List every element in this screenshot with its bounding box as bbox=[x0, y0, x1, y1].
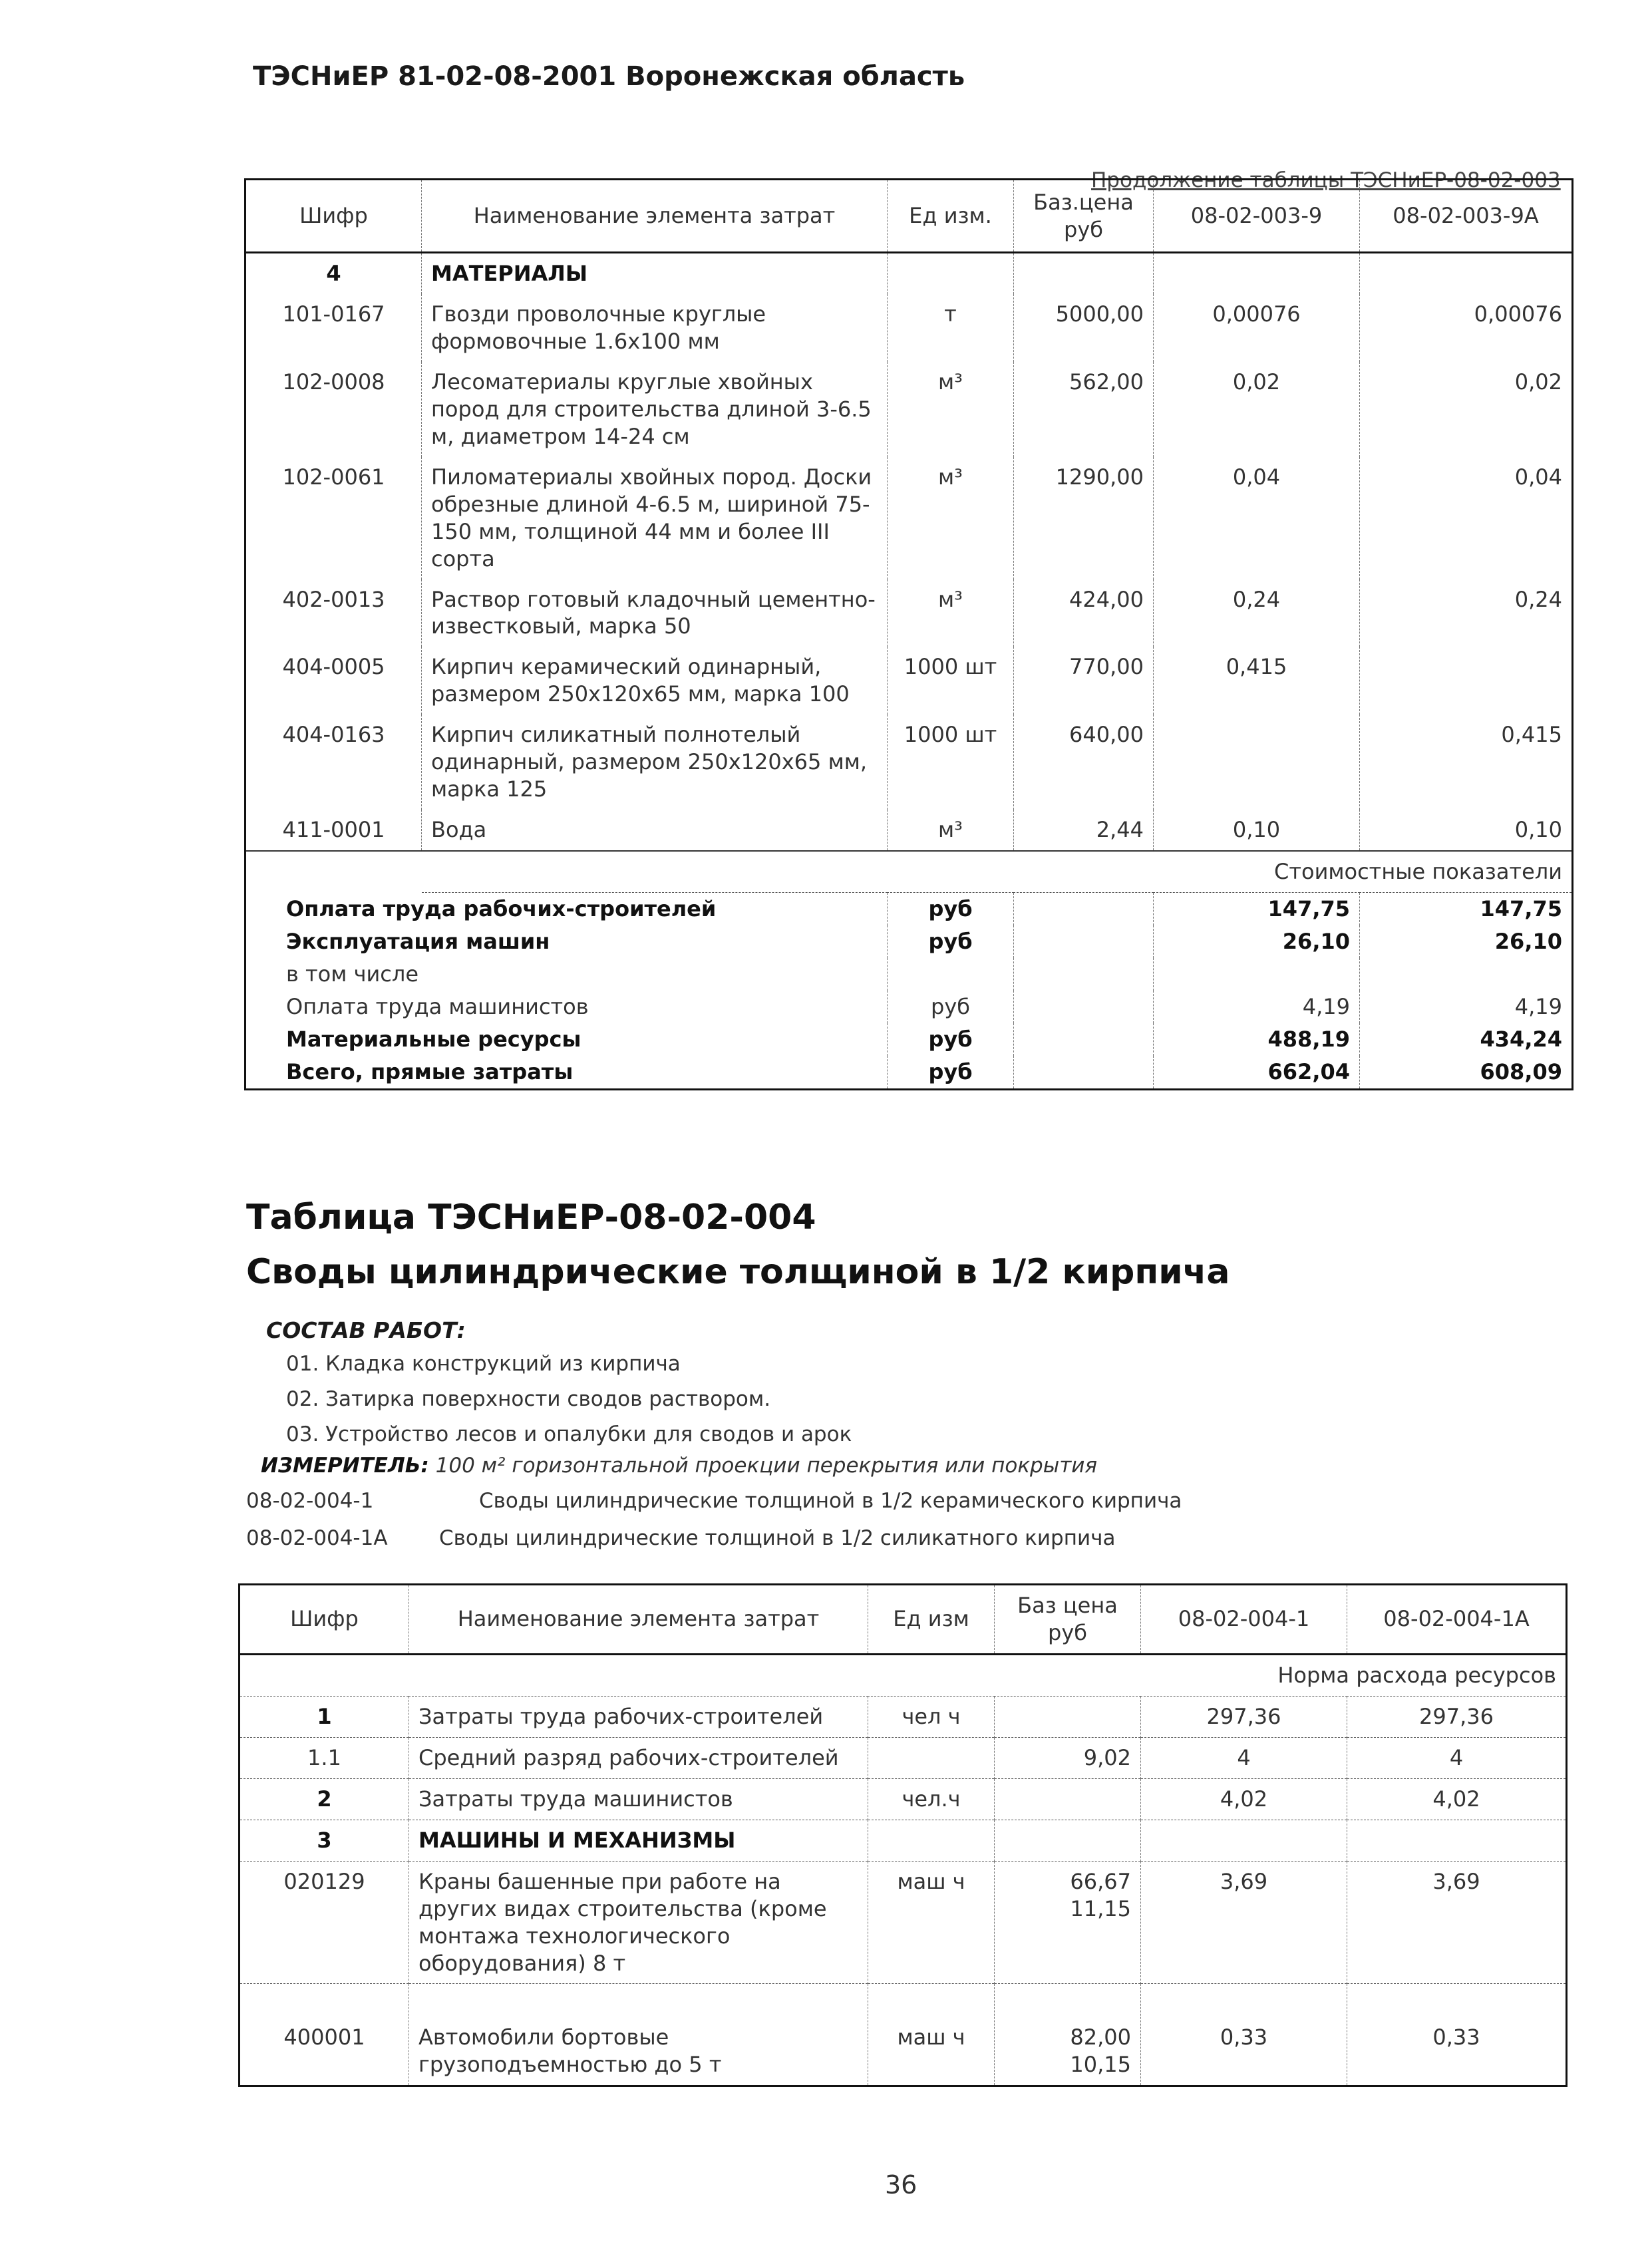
measure-label: ИЗМЕРИТЕЛЬ: bbox=[261, 1454, 429, 1478]
materials-table bbox=[244, 178, 1573, 1090]
row-code: 411-0001 bbox=[246, 810, 422, 851]
row-code: 400001 bbox=[240, 1984, 409, 2086]
col-header-unit: Ед изм bbox=[868, 1585, 995, 1655]
row-value-2: 0,04 bbox=[1360, 457, 1573, 579]
section-row bbox=[246, 253, 1573, 294]
row-unit: м³ bbox=[888, 810, 1014, 851]
row-value-1: 0,00076 bbox=[1154, 294, 1360, 362]
row-code: 101-0167 bbox=[246, 294, 422, 362]
row-value-2 bbox=[1347, 1820, 1567, 1861]
summary-name: Оплата труда машинистов bbox=[246, 991, 888, 1023]
col-header-price: Баз.цена руб bbox=[1014, 180, 1154, 253]
price-main: 82,00 bbox=[1070, 2025, 1131, 2050]
summary-value-1: 26,10 bbox=[1154, 925, 1360, 958]
row-unit: чел.ч bbox=[868, 1778, 995, 1820]
col-header-code: Шифр bbox=[240, 1585, 409, 1655]
row-price bbox=[995, 1984, 1141, 2086]
row-name: Кирпич керамический одинарный, размером 250х120х65 мм, марка 100 bbox=[422, 647, 888, 715]
col-header-price: Баз цена руб bbox=[995, 1585, 1141, 1655]
row-price: 770,00 bbox=[1014, 647, 1154, 715]
summary-name: Эксплуатация машин bbox=[246, 925, 888, 958]
cost-label: Стоимостные показатели bbox=[422, 851, 1573, 892]
summary-name: Всего, прямые затраты bbox=[246, 1056, 888, 1089]
price-secondary: 11,15 bbox=[1070, 1895, 1131, 1921]
row-code: 102-0008 bbox=[246, 362, 422, 457]
row-code: 2 bbox=[240, 1778, 409, 1820]
summary-name: в том числе bbox=[246, 958, 888, 991]
summary-row bbox=[246, 1056, 1573, 1089]
price-secondary: 10,15 bbox=[1070, 2052, 1131, 2078]
row-value-1 bbox=[1141, 1820, 1347, 1861]
summary-row bbox=[246, 893, 1573, 925]
table-row bbox=[240, 1861, 1567, 1984]
row-unit: чел ч bbox=[868, 1696, 995, 1737]
measure-text: 100 м² горизонтальной проекции перекрытия или покрытия bbox=[435, 1454, 1098, 1478]
summary-value-2: 4,19 bbox=[1360, 991, 1573, 1023]
row-unit: маш ч bbox=[868, 1984, 995, 2086]
summary-name: Материальные ресурсы bbox=[246, 1023, 888, 1056]
summary-empty bbox=[1014, 925, 1154, 958]
row-name: Вода bbox=[422, 810, 888, 851]
row-value-1: 0,33 bbox=[1141, 1984, 1347, 2086]
row-price bbox=[995, 1778, 1141, 1820]
resources-table bbox=[238, 1583, 1568, 2087]
row-value-2 bbox=[1360, 647, 1573, 715]
row-value-2: 0,415 bbox=[1360, 715, 1573, 810]
summary-empty bbox=[1014, 1056, 1154, 1089]
row-name: Краны башенные при работе на других видах строительства (кроме монтажа технологического оборудования) 8 т bbox=[409, 1861, 868, 1984]
row-price bbox=[995, 1820, 1141, 1861]
row-value-1: 0,10 bbox=[1154, 810, 1360, 851]
row-unit: м³ bbox=[888, 362, 1014, 457]
summary-empty bbox=[1014, 893, 1154, 925]
cost-label-row bbox=[246, 851, 1573, 892]
work-item: 03. Устройство лесов и опалубки для сводов и арок bbox=[286, 1422, 852, 1446]
row-price: 5000,00 bbox=[1014, 294, 1154, 362]
table-title: Таблица ТЭСНиЕР-08-02-004 bbox=[246, 1198, 816, 1237]
row-name: Раствор готовый кладочный цементно-известковый, марка 50 bbox=[422, 579, 888, 647]
code-desc: Своды цилиндрические толщиной в 1/2 силикатного кирпича bbox=[439, 1526, 1116, 1550]
summary-unit: руб bbox=[888, 893, 1014, 925]
row-price: 424,00 bbox=[1014, 579, 1154, 647]
summary-value-1: 147,75 bbox=[1154, 893, 1360, 925]
table-row bbox=[240, 1778, 1567, 1820]
row-value-1: 0,02 bbox=[1154, 362, 1360, 457]
norm-label: Норма расхода ресурсов bbox=[409, 1654, 1567, 1696]
row-code: 1 bbox=[240, 1696, 409, 1737]
row-price bbox=[995, 1696, 1141, 1737]
row-code: 402-0013 bbox=[246, 579, 422, 647]
summary-unit: руб bbox=[888, 991, 1014, 1023]
row-name: Гвозди проволочные круглые формовочные 1.6х100 мм bbox=[422, 294, 888, 362]
work-item: 01. Кладка конструкций из кирпича bbox=[286, 1352, 681, 1376]
summary-unit: руб bbox=[888, 1056, 1014, 1089]
table-header-row bbox=[246, 180, 1573, 253]
table-row bbox=[240, 1820, 1567, 1861]
summary-row bbox=[246, 958, 1573, 991]
table-subtitle: Своды цилиндрические толщиной в 1/2 кирпича bbox=[246, 1252, 1230, 1292]
row-name: Кирпич силикатный полнотелый одинарный, размером 250х120х65 мм, марка 125 bbox=[422, 715, 888, 810]
col-header-unit: Ед изм. bbox=[888, 180, 1014, 253]
table-row bbox=[240, 1984, 1567, 2086]
measure-line bbox=[261, 1454, 1097, 1478]
table-row bbox=[240, 1737, 1567, 1778]
price-main: 9,02 bbox=[1083, 1744, 1131, 1770]
summary-value-2 bbox=[1360, 958, 1573, 991]
row-unit bbox=[868, 1737, 995, 1778]
row-unit: маш ч bbox=[868, 1861, 995, 1984]
row-name: Пиломатериалы хвойных пород. Доски обрезные длиной 4-6.5 м, шириной 75-150 мм, толщиной 44 мм и более III сорта bbox=[422, 457, 888, 579]
row-code: 1.1 bbox=[240, 1737, 409, 1778]
row-price: 1290,00 bbox=[1014, 457, 1154, 579]
sostav-label: СОСТАВ РАБОТ: bbox=[266, 1317, 466, 1343]
section-name: МАТЕРИАЛЫ bbox=[422, 253, 888, 294]
row-code: 3 bbox=[240, 1820, 409, 1861]
row-price: 562,00 bbox=[1014, 362, 1154, 457]
summary-value-1: 488,19 bbox=[1154, 1023, 1360, 1056]
row-unit: 1000 шт bbox=[888, 647, 1014, 715]
row-name: Затраты труда рабочих-строителей bbox=[409, 1696, 868, 1737]
row-name: Автомобили бортовые грузоподъемностью до 5 т bbox=[409, 1984, 868, 2086]
row-code: 020129 bbox=[240, 1861, 409, 1984]
summary-value-1 bbox=[1154, 958, 1360, 991]
summary-empty bbox=[1014, 991, 1154, 1023]
summary-unit bbox=[888, 958, 1014, 991]
summary-empty bbox=[1014, 1023, 1154, 1056]
row-unit: м³ bbox=[888, 579, 1014, 647]
row-value-1: 3,69 bbox=[1141, 1861, 1347, 1984]
row-price bbox=[995, 1737, 1141, 1778]
table-row bbox=[246, 647, 1573, 715]
table-header-row bbox=[240, 1585, 1567, 1655]
summary-value-2: 26,10 bbox=[1360, 925, 1573, 958]
row-unit bbox=[868, 1820, 995, 1861]
continuation-label: Продолжение таблицы ТЭСНиЕР-08-02-003 bbox=[1091, 168, 1561, 192]
row-value-1: 0,24 bbox=[1154, 579, 1360, 647]
row-value-2: 0,33 bbox=[1347, 1984, 1567, 2086]
summary-row bbox=[246, 925, 1573, 958]
row-unit: т bbox=[888, 294, 1014, 362]
col-header-name: Наименование элемента затрат bbox=[409, 1585, 868, 1655]
row-value-2: 0,10 bbox=[1360, 810, 1573, 851]
summary-row bbox=[246, 1023, 1573, 1056]
code-desc: Своды цилиндрические толщиной в 1/2 керамического кирпича bbox=[479, 1489, 1182, 1513]
row-price: 640,00 bbox=[1014, 715, 1154, 810]
row-unit: 1000 шт bbox=[888, 715, 1014, 810]
row-value-2: 0,00076 bbox=[1360, 294, 1573, 362]
table-row bbox=[246, 294, 1573, 362]
row-value-1 bbox=[1154, 715, 1360, 810]
row-value-1: 0,415 bbox=[1154, 647, 1360, 715]
summary-value-2: 434,24 bbox=[1360, 1023, 1573, 1056]
table-row bbox=[246, 810, 1573, 851]
row-value-2: 0,24 bbox=[1360, 579, 1573, 647]
summary-empty bbox=[1014, 958, 1154, 991]
row-value-1: 4 bbox=[1141, 1737, 1347, 1778]
col-header-v2: 08-02-004-1А bbox=[1347, 1585, 1567, 1655]
col-header-name: Наименование элемента затрат bbox=[422, 180, 888, 253]
document-header: ТЭСНиЕР 81-02-08-2001 Воронежская область bbox=[253, 61, 965, 92]
row-value-2: 3,69 bbox=[1347, 1861, 1567, 1984]
row-value-2: 297,36 bbox=[1347, 1696, 1567, 1737]
summary-row bbox=[246, 991, 1573, 1023]
table-row bbox=[246, 579, 1573, 647]
summary-value-2: 608,09 bbox=[1360, 1056, 1573, 1089]
row-value-1: 0,04 bbox=[1154, 457, 1360, 579]
row-name: Лесоматериалы круглые хвойных пород для строительства длиной 3-6.5 м, диаметром 14-24 см bbox=[422, 362, 888, 457]
row-code: 404-0163 bbox=[246, 715, 422, 810]
summary-value-2: 147,75 bbox=[1360, 893, 1573, 925]
row-code: 102-0061 bbox=[246, 457, 422, 579]
col-header-code: Шифр bbox=[246, 180, 422, 253]
row-unit: м³ bbox=[888, 457, 1014, 579]
price-main: 66,67 bbox=[1070, 1868, 1131, 1894]
row-value-1: 297,36 bbox=[1141, 1696, 1347, 1737]
row-value-1: 4,02 bbox=[1141, 1778, 1347, 1820]
row-name: МАШИНЫ И МЕХАНИЗМЫ bbox=[409, 1820, 868, 1861]
table-row bbox=[240, 1696, 1567, 1737]
summary-name: Оплата труда рабочих-строителей bbox=[246, 893, 888, 925]
summary-unit: руб bbox=[888, 925, 1014, 958]
summary-unit: руб bbox=[888, 1023, 1014, 1056]
table-row bbox=[246, 362, 1573, 457]
row-price: 2,44 bbox=[1014, 810, 1154, 851]
norm-label-row bbox=[240, 1654, 1567, 1696]
summary-value-1: 662,04 bbox=[1154, 1056, 1360, 1089]
col-header-v2: 08-02-003-9А bbox=[1360, 180, 1573, 253]
code-ref: 08-02-004-1 bbox=[246, 1489, 374, 1513]
row-value-2: 0,02 bbox=[1360, 362, 1573, 457]
table-row bbox=[246, 715, 1573, 810]
section-code: 4 bbox=[246, 253, 422, 294]
work-item: 02. Затирка поверхности сводов раствором. bbox=[286, 1387, 771, 1411]
row-name: Затраты труда машинистов bbox=[409, 1778, 868, 1820]
col-header-v1: 08-02-004-1 bbox=[1141, 1585, 1347, 1655]
row-code: 404-0005 bbox=[246, 647, 422, 715]
row-value-2: 4 bbox=[1347, 1737, 1567, 1778]
col-header-v1: 08-02-003-9 bbox=[1154, 180, 1360, 253]
row-price bbox=[995, 1861, 1141, 1984]
row-value-2: 4,02 bbox=[1347, 1778, 1567, 1820]
page-number: 36 bbox=[885, 2170, 917, 2199]
row-name: Средний разряд рабочих-строителей bbox=[409, 1737, 868, 1778]
summary-value-1: 4,19 bbox=[1154, 991, 1360, 1023]
code-ref: 08-02-004-1А bbox=[246, 1526, 388, 1550]
table-row bbox=[246, 457, 1573, 579]
